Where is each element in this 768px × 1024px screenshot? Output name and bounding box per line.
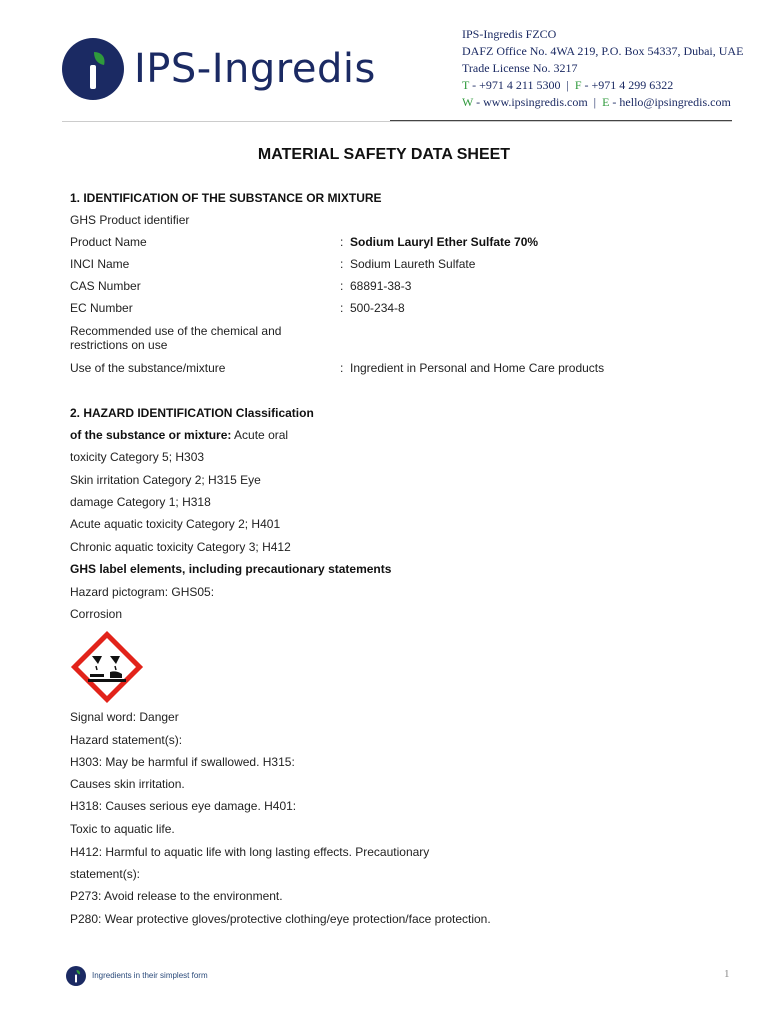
contact-phone-fax [462, 77, 743, 94]
section2-heading: 2. HAZARD IDENTIFICATION Classification [70, 406, 314, 420]
footer-logo-icon [66, 966, 86, 986]
hazard-statement-line: H412: Harmful to aquatic life with long lasting effects. Precautionary [70, 845, 430, 859]
hazard-class-line: damage Category 1; H318 [70, 495, 211, 509]
page-number: 1 [724, 968, 730, 980]
contact-web-email [462, 94, 743, 111]
fax-label: F [574, 78, 582, 92]
hazard-statements-heading: Hazard statement(s): [70, 733, 183, 747]
website-link[interactable]: - www.ipsingredis.com [473, 95, 588, 109]
company-name: IPS-Ingredis FZCO [462, 27, 557, 41]
corrosion-label: Corrosion [70, 607, 123, 621]
inci-name-label: INCI Name [70, 257, 130, 271]
hazard-class-line: toxicity Category 5; H303 [70, 450, 205, 464]
header-divider [62, 121, 732, 122]
use-of-substance-label: Use of the substance/mixture [70, 361, 226, 375]
hazard-pictogram-line: Hazard pictogram: GHS05: [70, 585, 215, 599]
recommended-use-label-line2: restrictions on use [70, 338, 168, 352]
footer-tagline: Ingredients in their simplest form [92, 971, 208, 980]
classification-rest: Acute oral [231, 428, 289, 442]
colon: : [340, 257, 344, 271]
company-details [462, 26, 743, 111]
hazard-statement-line: Causes skin irritation. [70, 777, 185, 791]
precautionary-statement-line: P273: Avoid release to the environment. [70, 889, 283, 903]
ec-number-value: 500-234-8 [350, 301, 405, 315]
recommended-use-label-line1: Recommended use of the chemical and [70, 324, 282, 338]
ghs-product-identifier: GHS Product identifier [70, 213, 190, 227]
colon: : [340, 301, 344, 315]
ghs05-corrosion-icon [68, 628, 146, 706]
use-of-substance-value: Ingredient in Personal and Home Care products [350, 361, 605, 375]
header-divider-accent [390, 120, 732, 121]
ec-number-label: EC Number [70, 301, 133, 315]
website-label: W [462, 95, 474, 109]
classification-bold: of the substance or mixture: [70, 428, 232, 442]
phone-number: - +971 4 211 5300 [469, 78, 561, 92]
product-name-value: Sodium Lauryl Ether Sulfate 70% [350, 235, 539, 249]
company-address: DAFZ Office No. 4WA 219, P.O. Box 54337, Dubai, UAE [462, 44, 744, 58]
logo-leaf-icon [62, 38, 124, 100]
logo-text: IPS-Ingredis [134, 46, 376, 92]
divider: | [593, 95, 597, 109]
hazard-class-line: Skin irritation Category 2; H315 Eye [70, 473, 261, 487]
email-label: E [602, 95, 610, 109]
divider: | [566, 78, 569, 92]
hazard-class-line: Chronic aquatic toxicity Category 3; H412 [70, 540, 291, 554]
ghs-label-heading: GHS label elements, including precautionary statements [70, 562, 392, 576]
classification-line [70, 428, 288, 442]
signal-word: Signal word: Danger [70, 710, 179, 724]
hazard-statement-line: H318: Causes serious eye damage. H401: [70, 799, 297, 813]
precautionary-heading: statement(s): [70, 867, 141, 881]
hazard-statement-line: H303: May be harmful if swallowed. H315: [70, 755, 295, 769]
inci-name-value: Sodium Laureth Sulfate [350, 257, 476, 271]
section1-heading: 1. IDENTIFICATION OF THE SUBSTANCE OR MIXTURE [70, 191, 382, 205]
product-name-label: Product Name [70, 235, 147, 249]
document-title: MATERIAL SAFETY DATA SHEET [257, 146, 511, 163]
colon: : [340, 235, 344, 249]
precautionary-statement-line: P280: Wear protective gloves/protective clothing/eye protection/face protection. [70, 912, 491, 926]
cas-number-label: CAS Number [70, 279, 141, 293]
hazard-statement-line: Toxic to aquatic life. [70, 822, 175, 836]
email-link[interactable]: - hello@ipsingredis.com [609, 95, 731, 109]
hazard-class-line: Acute aquatic toxicity Category 2; H401 [70, 517, 281, 531]
colon: : [340, 279, 344, 293]
phone-label: T [462, 78, 470, 92]
colon: : [340, 361, 344, 375]
trade-license: Trade License No. 3217 [462, 61, 578, 75]
cas-number-value: 68891-38-3 [350, 279, 412, 293]
company-logo [62, 38, 376, 112]
fax-number: - +971 4 299 6322 [581, 78, 674, 92]
